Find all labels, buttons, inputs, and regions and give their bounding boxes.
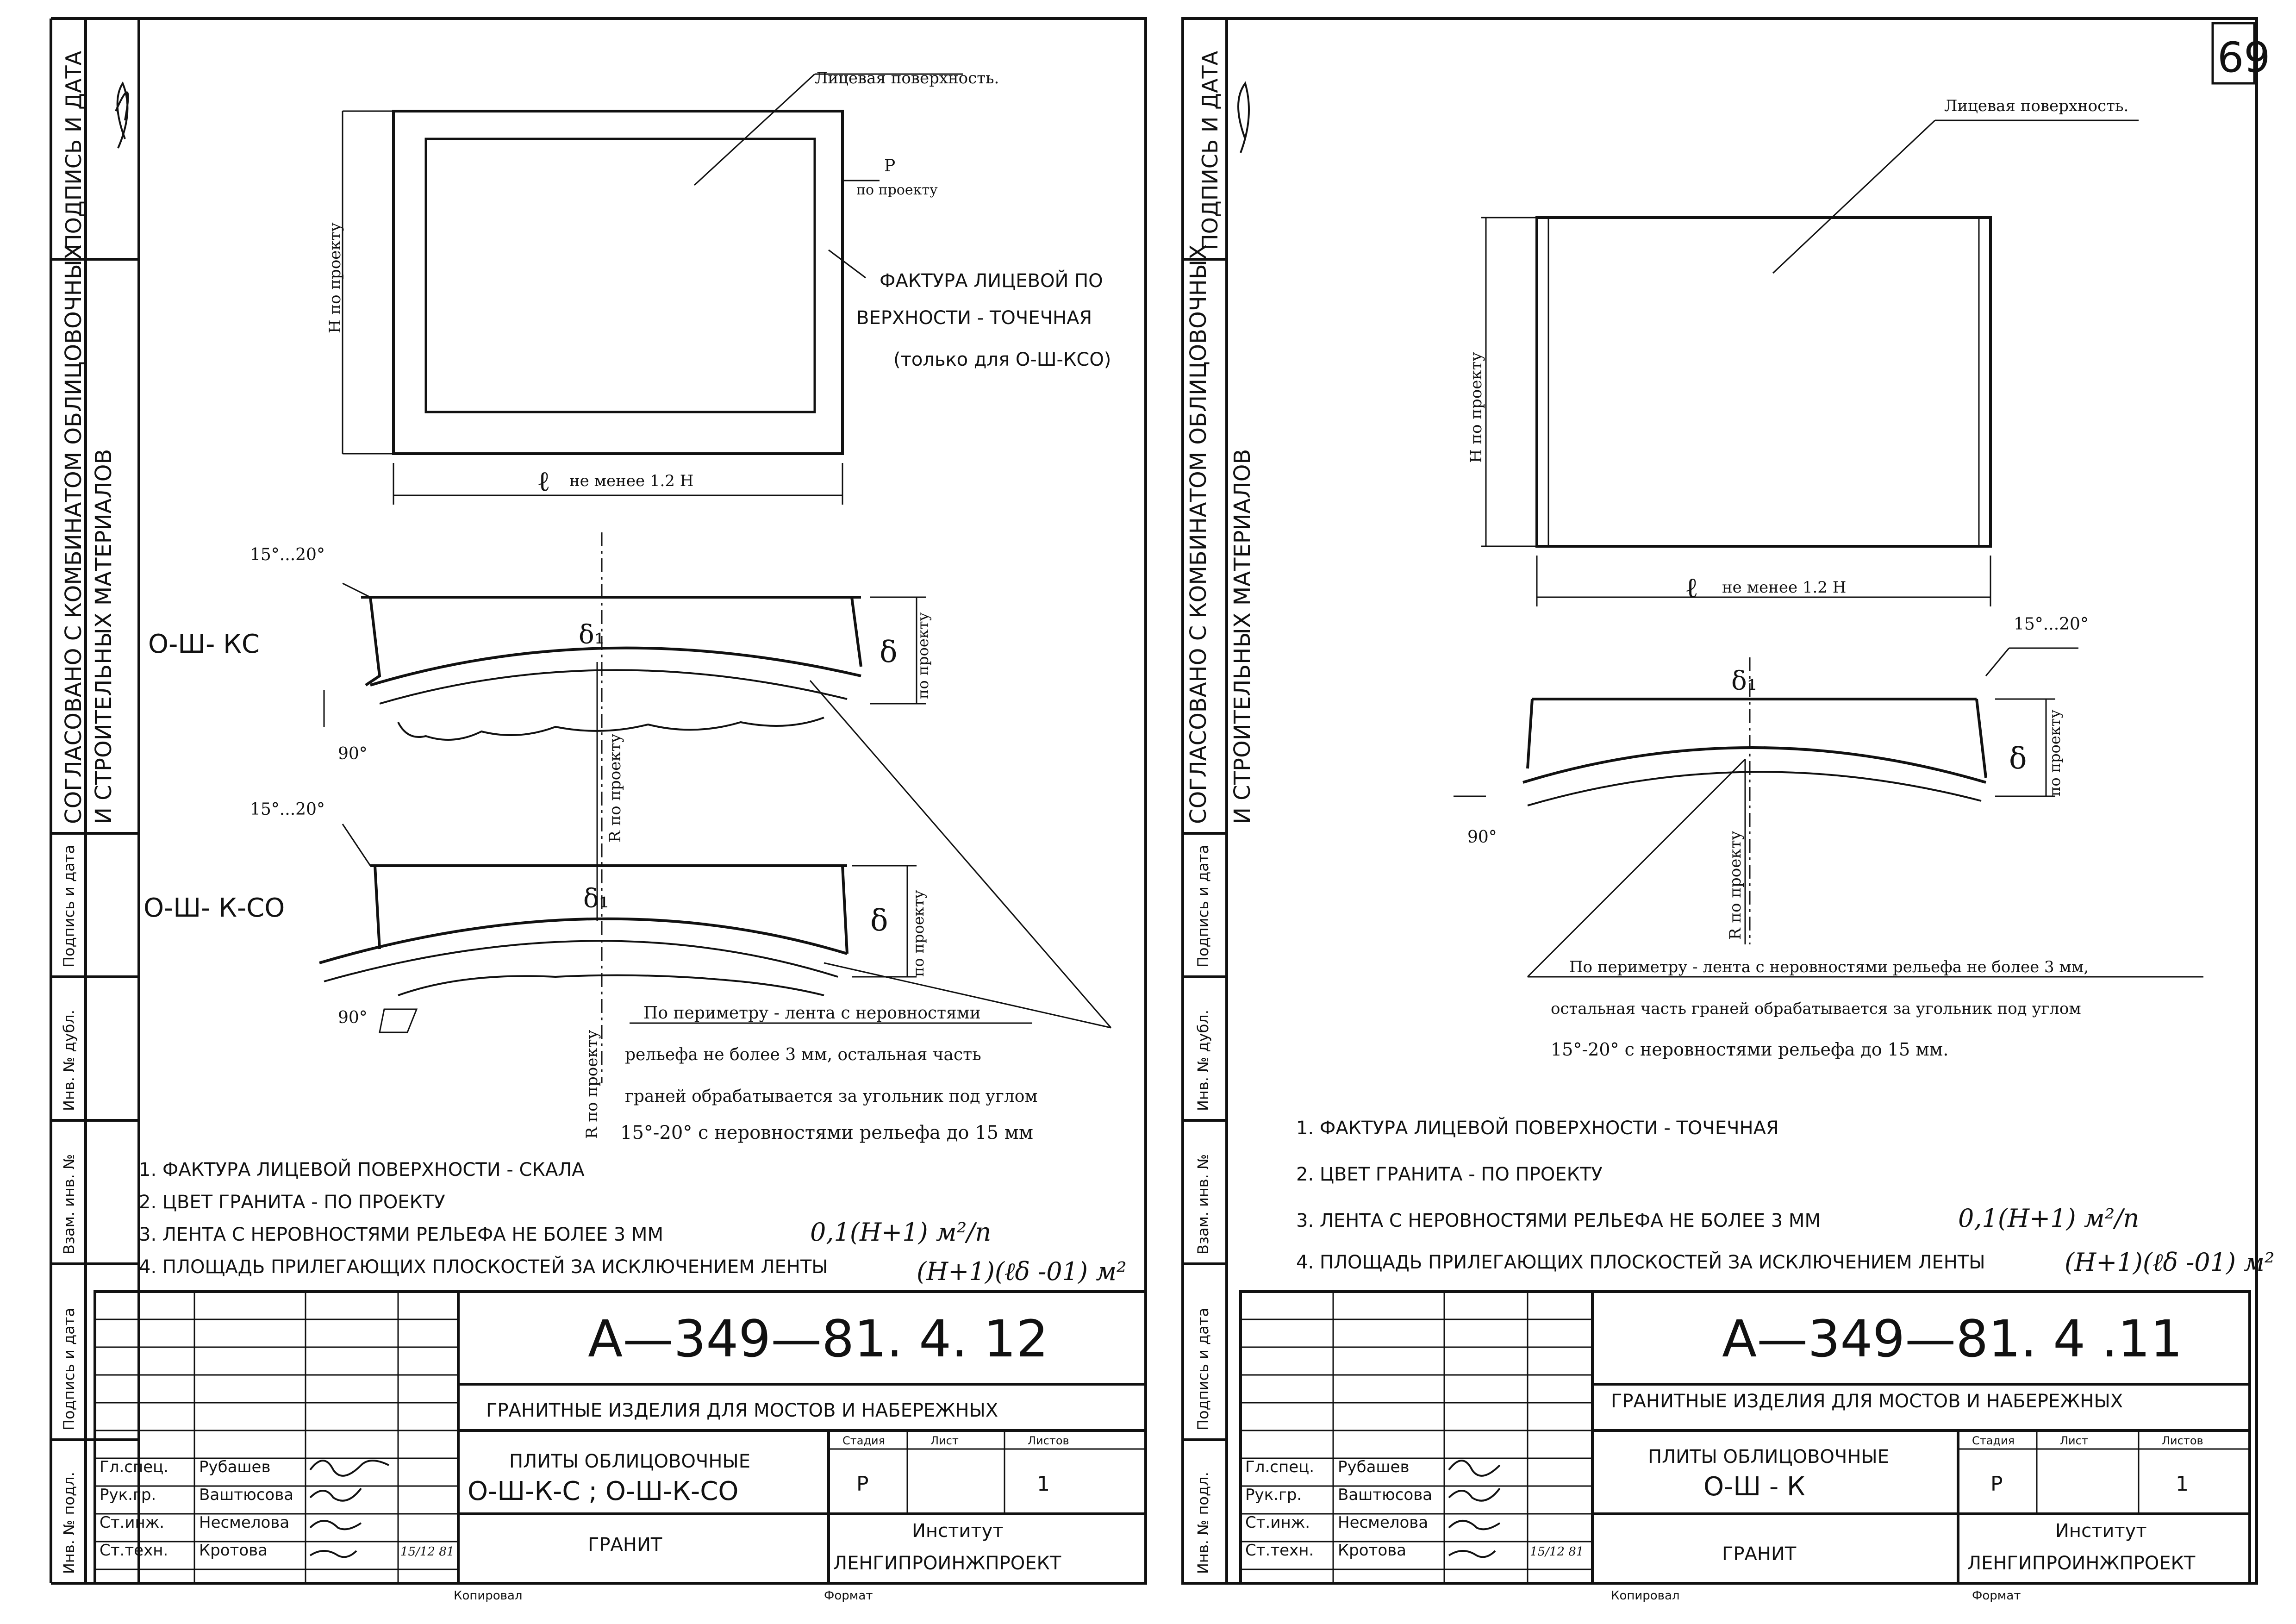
right-sheets-h: Листов (2162, 1434, 2203, 1447)
left-date: 15/12 81 (400, 1545, 455, 1559)
left-copied: Копировал (454, 1589, 523, 1603)
left-role-2: Рук.гр. (100, 1486, 156, 1504)
right-name-2: Ваштюсова (1338, 1486, 1433, 1504)
r-margin-vzam-inv: Взам. инв. № (1194, 1154, 1212, 1255)
left-right-angle-1: 90° (338, 744, 368, 763)
right-date: 15/12 81 (1530, 1545, 1584, 1559)
left-h-label: H по проекту (326, 222, 344, 333)
r-margin-agreed-2: И СТРОИТЕЛЬНЫХ МАТЕРИАЛОВ (1229, 449, 1255, 824)
left-r-label-2: R по проекту (583, 1030, 601, 1139)
right-sheet-h: Лист (2060, 1434, 2088, 1447)
right-perim-1: По периметру - лента с неровностями рельефа не более 3 мм, (1569, 958, 2089, 976)
right-note-2: 2. ЦВЕТ ГРАНИТА - ПО ПРОЕКТУ (1296, 1164, 1603, 1185)
right-l-label: ℓ (1685, 572, 1698, 604)
left-stage-h: Стадия (842, 1434, 886, 1447)
left-perim-2: рельефа не более 3 мм, остальная часть (625, 1045, 981, 1064)
left-name-1: Рубашев (199, 1458, 271, 1476)
left-l-sub: не менее 1.2 H (569, 472, 694, 490)
left-delta-1: δ (880, 635, 898, 669)
left-sheets: 1 (1037, 1472, 1050, 1496)
left-item-2: О-Ш-К-С ; О-Ш-К-СО (468, 1476, 739, 1506)
left-delta1-2: δ₁ (583, 884, 610, 914)
right-format: Формат (1972, 1589, 2021, 1603)
right-name-1: Рубашев (1338, 1458, 1410, 1476)
right-r-label: R по проекту (1726, 831, 1745, 940)
left-inst-2: ЛЕНГИПРОИНЖПРОЕКТ (833, 1553, 1061, 1574)
left-l-label: ℓ (537, 465, 550, 498)
right-material: ГРАНИТ (1722, 1543, 1797, 1565)
left-note4-value: (H+1)(ℓδ -01) м² (917, 1257, 1127, 1286)
left-texture-2: ВЕРХНОСТИ - ТОЧЕЧНАЯ (856, 307, 1092, 329)
r-margin-inv-dubl: Инв. № дубл. (1194, 1010, 1212, 1111)
left-delta-sub-1: по проекту (914, 612, 932, 699)
right-delta-sub: по проекту (2046, 709, 2064, 796)
left-note-2: 2. ЦВЕТ ГРАНИТА - ПО ПРОЕКТУ (139, 1192, 445, 1213)
left-r-label-1: R по проекту (606, 733, 624, 843)
margin-sign-date-3: Подпись и дата (60, 1307, 78, 1430)
left-note-1: 1. ФАКТУРА ЛИЦЕВОЙ ПОВЕРХНОСТИ - СКАЛА (139, 1159, 585, 1181)
margin-vzam-inv: Взам. инв. № (60, 1154, 78, 1255)
margin-inv-dubl: Инв. № дубл. (60, 1010, 78, 1111)
right-role-4: Ст.техн. (1245, 1541, 1314, 1560)
left-note-3: 3. ЛЕНТА С НЕРОВНОСТЯМИ РЕЛЬЕФА НЕ БОЛЕЕ 3 ММ (139, 1224, 663, 1245)
r-margin-sign-date-3: Подпись и дата (1194, 1307, 1212, 1430)
left-right-angle-2: 90° (338, 1008, 368, 1027)
left-angle-2: 15°...20° (250, 800, 325, 819)
right-right-angle: 90° (1467, 828, 1497, 847)
right-role-3: Ст.инж. (1245, 1513, 1310, 1532)
left-texture-3: (только для О-Ш-КСО) (893, 349, 1111, 370)
left-material: ГРАНИТ (588, 1534, 662, 1555)
right-doc-code: А—349—81. 4 .11 (1722, 1309, 2183, 1368)
left-org-title: ГРАНИТНЫЕ ИЗДЕЛИЯ ДЛЯ МОСТОВ И НАБЕРЕЖНЫХ (486, 1400, 998, 1421)
right-copied: Копировал (1611, 1589, 1680, 1603)
right-note-1: 1. ФАКТУРА ЛИЦЕВОЙ ПОВЕРХНОСТИ - ТОЧЕЧНАЯ (1296, 1118, 1779, 1139)
left-front-view (343, 74, 963, 505)
right-inst-1: Институт (2055, 1520, 2147, 1542)
margin-sign-date-2: Подпись и дата (60, 844, 78, 968)
left-name-3: Несмелова (199, 1513, 290, 1532)
left-face-label: Лицевая поверхность. (815, 69, 999, 87)
r-margin-sign-date: ПОДПИСЬ И ДАТА (1198, 50, 1223, 250)
r-margin-inv-podl: Инв. № подл. (1194, 1472, 1212, 1574)
right-inst-2: ЛЕНГИПРОИНЖПРОЕКТ (1967, 1553, 2196, 1574)
right-face-label: Лицевая поверхность. (1944, 97, 2129, 115)
left-format: Формат (824, 1589, 873, 1603)
left-name-2: Ваштюсова (199, 1486, 294, 1504)
left-section-2 (319, 681, 1111, 1032)
right-delta1: δ₁ (1731, 666, 1758, 696)
right-sheets: 1 (2176, 1472, 2189, 1496)
right-angle: 15°...20° (2014, 615, 2089, 634)
right-perim-2: остальная часть граней обрабатывается за угольник под углом (1551, 999, 2081, 1018)
left-doc-code: А—349—81. 4. 12 (588, 1309, 1048, 1368)
left-p-sub: по проекту (856, 182, 938, 198)
left-role-3: Ст.инж. (100, 1513, 165, 1532)
right-role-1: Гл.спец. (1245, 1458, 1315, 1476)
left-delta-sub-2: по проекту (910, 890, 927, 977)
left-p-label: Р (884, 156, 896, 175)
left-perim-3: граней обрабатывается за угольник под углом (625, 1087, 1038, 1106)
left-mark-2: О-Ш- К-СО (144, 893, 285, 923)
right-front-view (1481, 120, 2139, 606)
right-note-4: 4. ПЛОЩАДЬ ПРИЛЕГАЮЩИХ ПЛОСКОСТЕЙ ЗА ИСКЛЮЧЕНИЕМ ЛЕНТЫ (1296, 1252, 1985, 1273)
left-delta1-1: δ₁ (579, 620, 605, 650)
right-delta: δ (2009, 742, 2027, 776)
r-margin-sign-date-2: Подпись и дата (1194, 844, 1212, 968)
right-item-1: ПЛИТЫ ОБЛИЦОВОЧНЫЕ (1648, 1446, 1889, 1468)
margin-agreed-2: И СТРОИТЕЛЬНЫХ МАТЕРИАЛОВ (91, 449, 117, 824)
left-texture-1: ФАКТУРА ЛИЦЕВОЙ ПО (880, 270, 1103, 292)
left-role-1: Гл.спец. (100, 1458, 169, 1476)
margin-agreed-1: СОГЛАСОВАНО С КОМБИНАТОМ ОБЛИЦОВОЧНЫХ (61, 244, 87, 824)
right-name-4: Кротова (1338, 1541, 1407, 1560)
right-perim-3: 15°-20° с неровностями рельефа до 15 мм. (1551, 1039, 1949, 1060)
left-inst-1: Институт (912, 1520, 1004, 1542)
page-number: 69 (2217, 33, 2271, 82)
r-margin-agreed-1: СОГЛАСОВАНО С КОМБИНАТОМ ОБЛИЦОВОЧНЫХ (1185, 244, 1211, 824)
right-stage: Р (1990, 1472, 2003, 1496)
left-note3-value: 0,1(H+1) м²/п (810, 1218, 992, 1247)
right-section (1454, 648, 2203, 977)
left-section-1 (324, 532, 926, 1083)
right-h-label: H по проекту (1467, 352, 1485, 463)
margin-inv-podl: Инв. № подл. (60, 1472, 78, 1574)
right-item-2: О-Ш - К (1703, 1472, 1805, 1502)
left-perim-1: По периметру - лента с неровностями (643, 1004, 981, 1023)
right-stage-h: Стадия (1972, 1434, 2015, 1447)
left-angle-1: 15°...20° (250, 545, 325, 564)
left-item-1: ПЛИТЫ ОБЛИЦОВОЧНЫЕ (509, 1451, 750, 1472)
right-l-sub: не менее 1.2 H (1722, 578, 1847, 597)
left-name-4: Кротова (199, 1541, 268, 1560)
left-delta-2: δ (870, 904, 888, 938)
left-mark-1: О-Ш- КС (148, 629, 260, 659)
left-sheet-h: Лист (930, 1434, 959, 1447)
right-note-3: 3. ЛЕНТА С НЕРОВНОСТЯМИ РЕЛЬЕФА НЕ БОЛЕЕ 3 ММ (1296, 1210, 1821, 1231)
left-stage: Р (856, 1472, 869, 1496)
right-role-2: Рук.гр. (1245, 1486, 1302, 1504)
margin-sign-date: ПОДПИСЬ И ДАТА (61, 50, 86, 250)
left-role-4: Ст.техн. (100, 1541, 168, 1560)
right-name-3: Несмелова (1338, 1513, 1429, 1532)
right-org-title: ГРАНИТНЫЕ ИЗДЕЛИЯ ДЛЯ МОСТОВ И НАБЕРЕЖНЫХ (1611, 1391, 2123, 1412)
left-sheets-h: Листов (1028, 1434, 1069, 1447)
right-note3-value: 0,1(H+1) м²/п (1958, 1204, 2140, 1233)
left-perim-4: 15°-20° с неровностями рельефа до 15 мм (620, 1122, 1033, 1143)
left-note-4: 4. ПЛОЩАДЬ ПРИЛЕГАЮЩИХ ПЛОСКОСТЕЙ ЗА ИСКЛЮЧЕНИЕМ ЛЕНТЫ (139, 1256, 828, 1278)
right-note4-value: (H+1)(ℓδ -01) м² (2065, 1248, 2275, 1277)
